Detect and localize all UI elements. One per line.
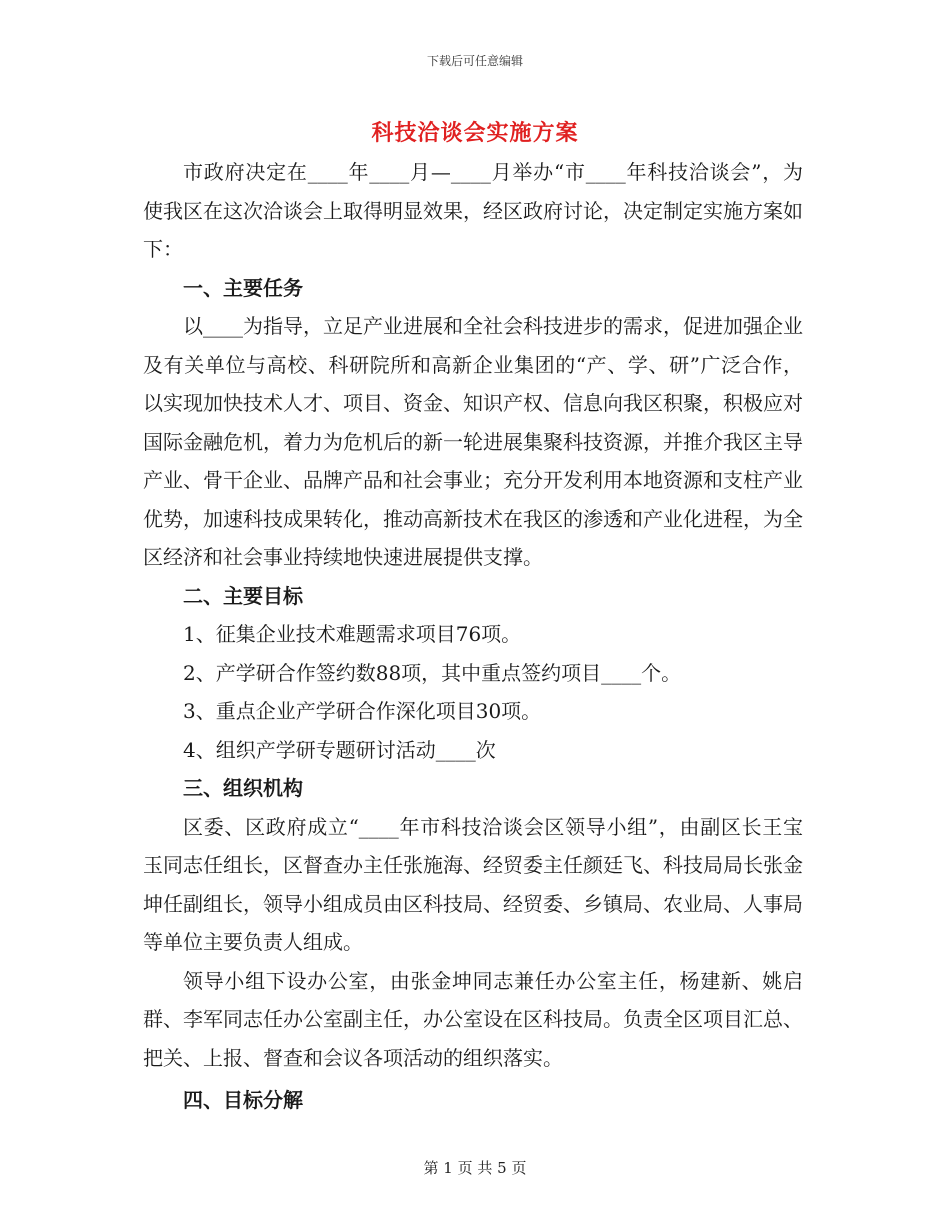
intro-paragraph: 市政府决定在____年____月—____月举办“市____年科技洽谈会”，为使我区在这次洽谈会上取得明显效果，经区政府讨论，决定制定实施方案如下： <box>143 160 803 261</box>
document-body <box>143 153 803 1120</box>
page-header-note: 下载后可任意编辑 <box>426 54 523 68</box>
main-tasks-paragraph: 以____为指导，立足产业进展和全社会科技进步的需求，促进加强企业及有关单位与高校、科研院所和高新企业集团的“产、学、研”广泛合作，以实现加快技术人才、项目、资金、知识产权、信息向我区积聚，积极应对国际金融危机，着力为危机后的新一轮进展集聚科技资源，并推介我区主导产业、骨干企业、品牌产品和社会事业；充分开发利用本地资源和支柱产业优势，加速科技成果转化，推动高新技术在我区的渗透和产业化进程，为全区经济和社会事业持续地快速进展提供支撑。 <box>143 314 803 569</box>
document-title: 科技洽谈会实施方案 <box>371 120 579 146</box>
goal-item: 1、征集企业技术难题需求项目76项。 <box>183 622 522 646</box>
section-heading-organization: 三、组织机构 <box>183 776 303 800</box>
section-heading-main-goals: 二、主要目标 <box>183 583 303 608</box>
organization-paragraph-1: 区委、区政府成立“____年市科技洽谈会区领导小组”，由副区长王宝玉同志任组长，区督查办主任张施海、经贸委主任颜廷飞、科技局局长张金坤任副组长，领导小组成员由区科技局、经贸委、乡镇局、农业局、人事局等单位主要负责人组成。 <box>143 814 803 954</box>
page-footer: 第 1 页 共 5 页 <box>423 1159 527 1177</box>
goal-item: 4、组织产学研专题研讨活动____次 <box>183 737 496 762</box>
organization-paragraph-2: 领导小组下设办公室，由张金坤同志兼任办公室主任，杨建新、姚启群、李军同志任办公室副主任，办公室设在区科技局。负责全区项目汇总、把关、上报、督查和会议各项活动的组织落实。 <box>143 968 803 1070</box>
section-heading-main-tasks: 一、主要任务 <box>183 275 303 300</box>
goal-item: 2、产学研合作签约数88项，其中重点签约项目____个。 <box>183 660 682 685</box>
goal-item: 3、重点企业产学研合作深化项目30项。 <box>183 699 542 723</box>
section-heading-goal-breakdown: 四、目标分解 <box>183 1088 303 1112</box>
